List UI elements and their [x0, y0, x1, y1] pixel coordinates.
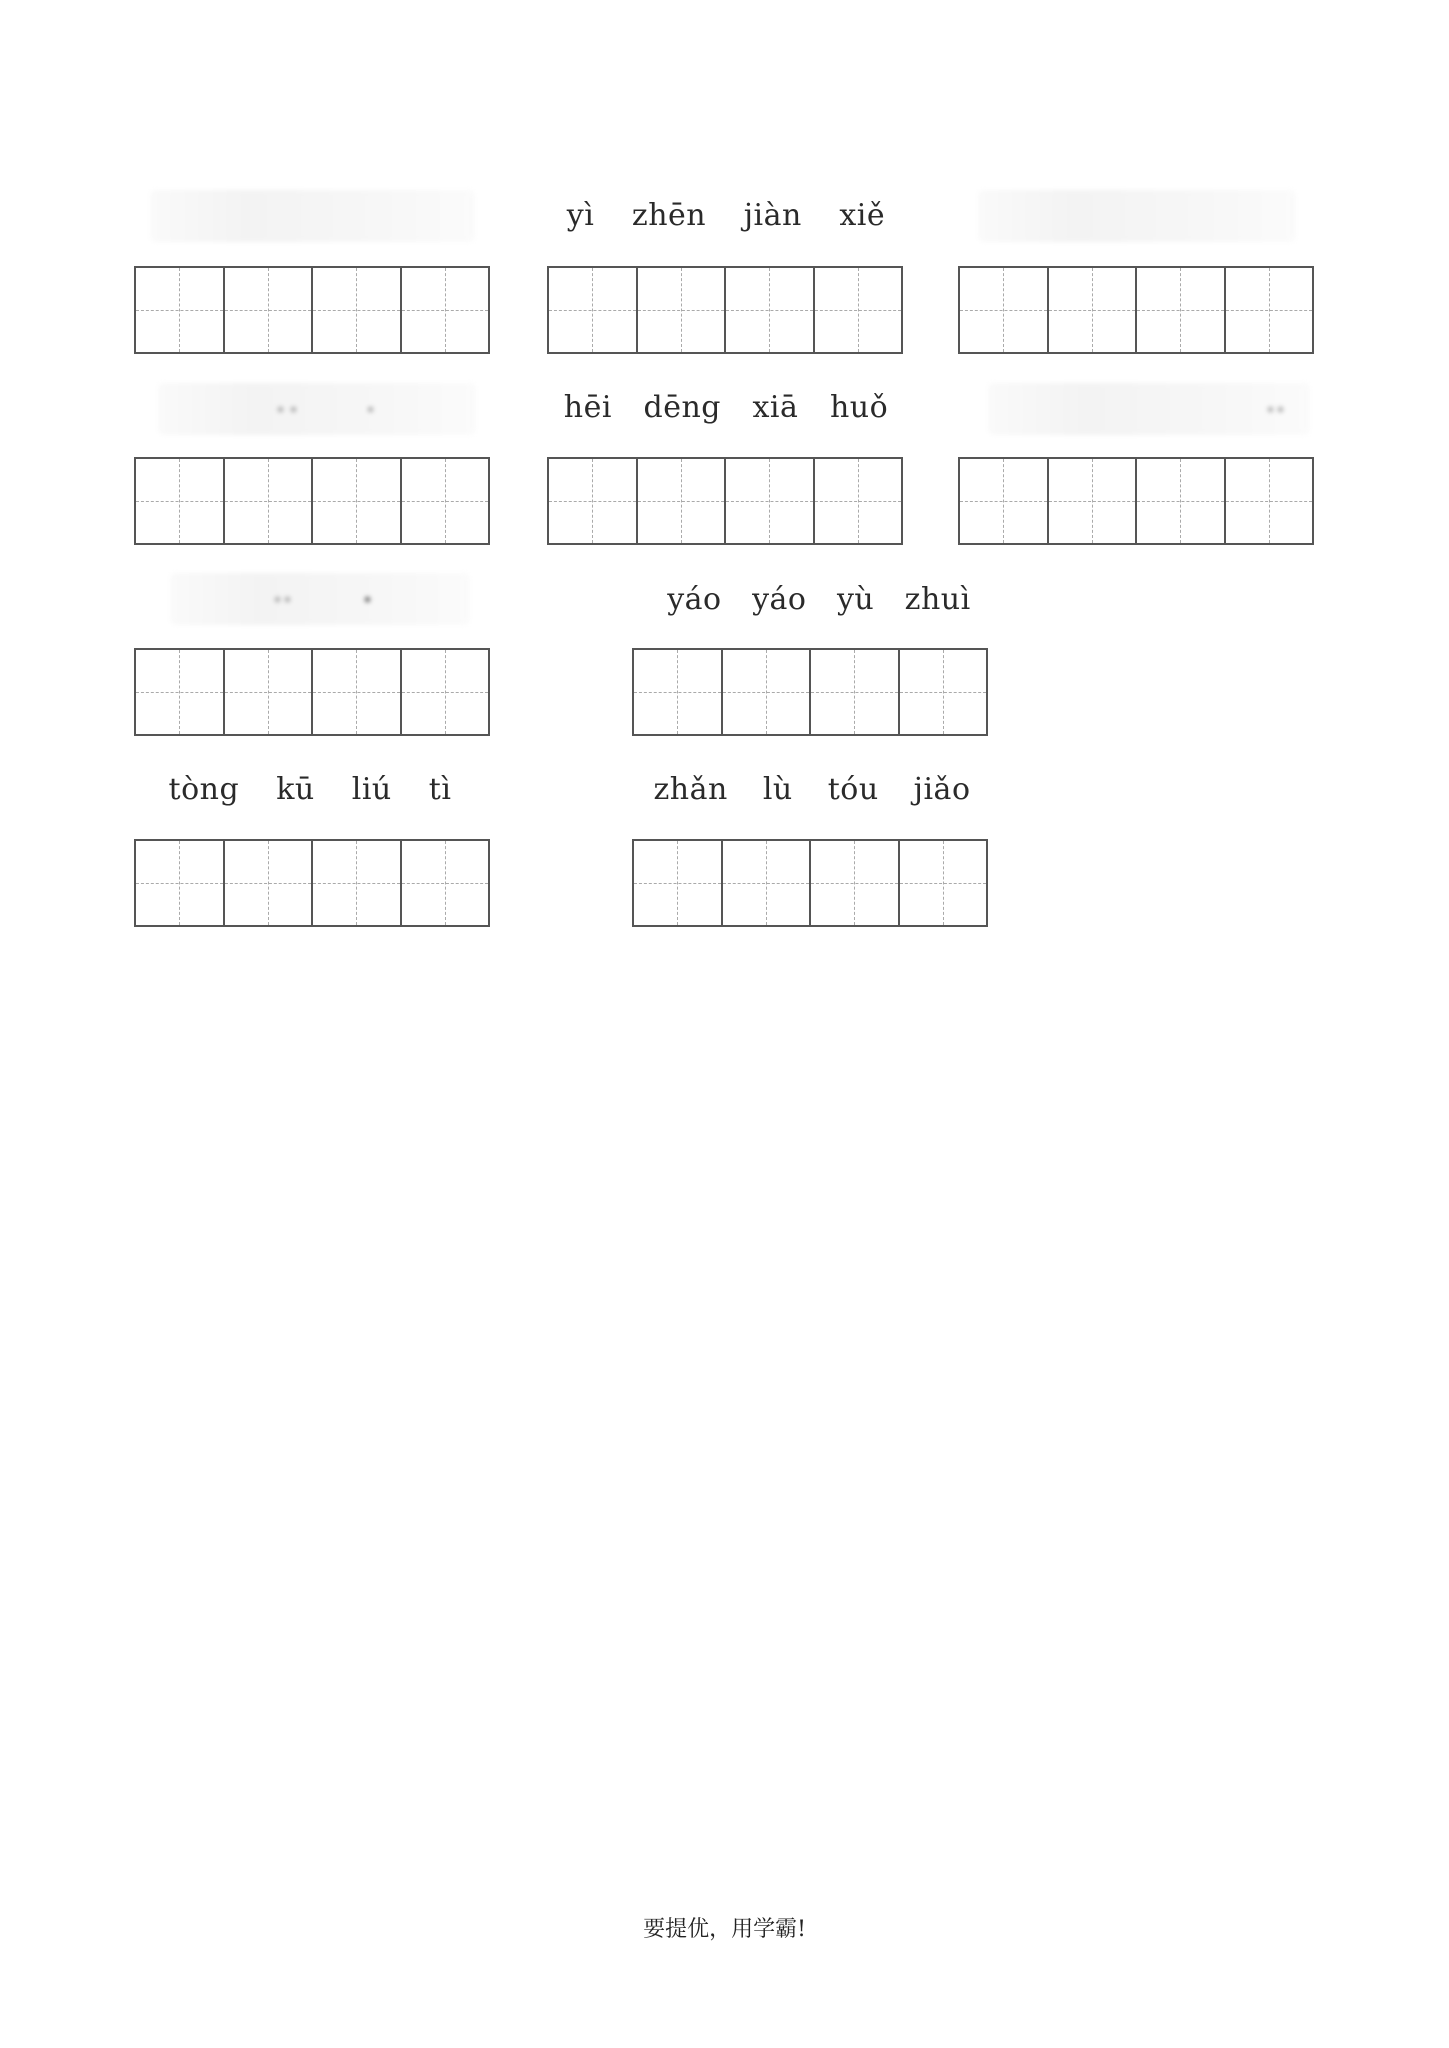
writing-cell[interactable] — [960, 459, 1049, 543]
pinyin-syllable: yáo — [752, 582, 807, 617]
pinyin-group-1 — [548, 196, 904, 236]
writing-cell[interactable] — [313, 268, 402, 352]
pinyin-syllable: yù — [836, 582, 875, 617]
writing-cell[interactable] — [402, 459, 489, 543]
blurred-pinyin-right-1 — [978, 190, 1296, 242]
pinyin-syllable: lù — [762, 772, 793, 807]
writing-cell[interactable] — [1137, 459, 1226, 543]
writing-cell[interactable] — [313, 841, 402, 925]
pinyin-group-2 — [548, 388, 904, 428]
writing-cell[interactable] — [402, 650, 489, 734]
writing-cell[interactable] — [402, 841, 489, 925]
writing-cell[interactable] — [549, 459, 638, 543]
pinyin-syllable: liú — [351, 772, 392, 807]
writing-cell[interactable] — [402, 268, 489, 352]
writing-cell[interactable] — [1049, 459, 1138, 543]
writing-cell[interactable] — [136, 650, 225, 734]
writing-cell[interactable] — [723, 841, 812, 925]
writing-cell[interactable] — [313, 650, 402, 734]
writing-cell[interactable] — [634, 841, 723, 925]
blurred-pinyin-left-2 — [158, 383, 476, 435]
writing-cell[interactable] — [726, 268, 815, 352]
writing-cell[interactable] — [225, 841, 314, 925]
writing-cell[interactable] — [723, 650, 812, 734]
pinyin-syllable: tì — [428, 772, 452, 807]
pinyin-syllable: tòng — [168, 772, 240, 807]
writing-cell[interactable] — [811, 841, 900, 925]
blurred-pinyin-right-2 — [988, 383, 1310, 435]
writing-cell[interactable] — [225, 650, 314, 734]
writing-grid-1b[interactable] — [547, 266, 903, 354]
pinyin-syllable: huǒ — [829, 390, 889, 425]
pinyin-syllable: jiàn — [743, 198, 802, 233]
pinyin-group-3 — [652, 580, 986, 620]
writing-cell[interactable] — [638, 459, 727, 543]
writing-cell[interactable] — [634, 650, 723, 734]
pinyin-syllable: zhuì — [904, 582, 971, 617]
writing-grid-2a[interactable] — [134, 457, 490, 545]
writing-cell[interactable] — [549, 268, 638, 352]
footer-slogan: 要提优，用学霸! — [643, 1917, 806, 1942]
writing-cell[interactable] — [815, 268, 902, 352]
writing-cell[interactable] — [1137, 268, 1226, 352]
pinyin-syllable: tóu — [827, 772, 879, 807]
writing-cell[interactable] — [225, 459, 314, 543]
writing-grid-4a[interactable] — [134, 839, 490, 927]
writing-grid-2b[interactable] — [547, 457, 903, 545]
pinyin-syllable: dēng — [643, 390, 721, 425]
writing-grid-2c[interactable] — [958, 457, 1314, 545]
pinyin-syllable: zhǎn — [653, 772, 728, 807]
blurred-pinyin-left-1 — [150, 190, 475, 242]
writing-cell[interactable] — [225, 268, 314, 352]
writing-cell[interactable] — [900, 841, 987, 925]
writing-cell[interactable] — [1226, 268, 1313, 352]
writing-grid-3b[interactable] — [632, 648, 988, 736]
writing-cell[interactable] — [811, 650, 900, 734]
writing-grid-1a[interactable] — [134, 266, 490, 354]
pinyin-syllable: jiǎo — [913, 772, 971, 807]
pinyin-syllable: yì — [566, 198, 595, 233]
writing-cell[interactable] — [638, 268, 727, 352]
pinyin-syllable: xiā — [752, 390, 799, 425]
writing-cell[interactable] — [900, 650, 987, 734]
writing-cell[interactable] — [136, 841, 225, 925]
pinyin-syllable: zhēn — [631, 198, 707, 233]
pinyin-syllable: yáo — [667, 582, 722, 617]
blurred-pinyin-left-3 — [170, 573, 470, 625]
writing-grid-1c[interactable] — [958, 266, 1314, 354]
writing-cell[interactable] — [1226, 459, 1313, 543]
pinyin-syllable: xiě — [839, 198, 886, 233]
writing-cell[interactable] — [136, 459, 225, 543]
writing-grid-3a[interactable] — [134, 648, 490, 736]
writing-grid-4b[interactable] — [632, 839, 988, 927]
writing-cell[interactable] — [726, 459, 815, 543]
pinyin-group-4-left — [150, 770, 470, 810]
writing-cell[interactable] — [960, 268, 1049, 352]
writing-cell[interactable] — [313, 459, 402, 543]
pinyin-syllable: hēi — [563, 390, 612, 425]
writing-cell[interactable] — [1049, 268, 1138, 352]
writing-cell[interactable] — [136, 268, 225, 352]
writing-cell[interactable] — [815, 459, 902, 543]
pinyin-group-4-right — [636, 770, 988, 810]
pinyin-syllable: kū — [276, 772, 315, 807]
